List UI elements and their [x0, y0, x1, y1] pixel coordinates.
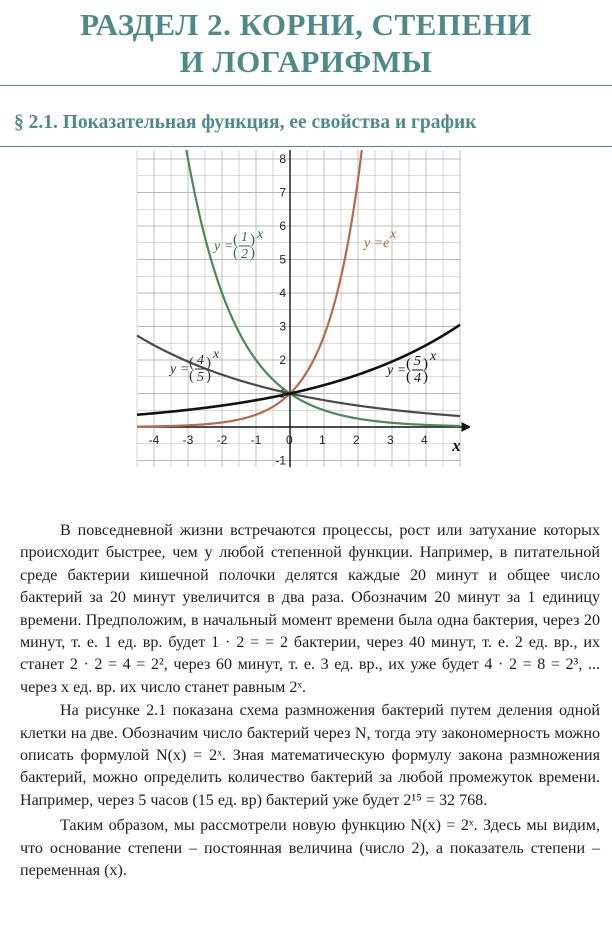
x-tick-label: -2 [216, 433, 228, 447]
title-divider [0, 85, 612, 86]
label-45-yeq: y = [170, 362, 190, 377]
x-tick-label: -4 [148, 433, 160, 447]
y-tick-label: 5 [279, 252, 286, 267]
x-tick-label: 3 [387, 433, 394, 447]
label-54-rparen2: ) [423, 369, 428, 385]
exponential-functions-graph [130, 150, 470, 512]
label-e-exp: x [390, 227, 397, 242]
x-tick-label: 0 [286, 433, 293, 447]
y-tick-label: 6 [279, 219, 286, 233]
label-five-fourths-power-x [385, 349, 437, 386]
label-54-yeq: y = [387, 363, 407, 378]
y-tick-label: -1 [275, 453, 286, 468]
tick-labels [149, 150, 428, 468]
label-half-yeq: y = [214, 239, 234, 254]
function-curves [137, 150, 460, 427]
label-half-num: 1 [241, 230, 248, 245]
section-heading: § 2.1. Показательная функция, ее свойства и график [14, 112, 477, 133]
x-tick-label: 1 [319, 433, 326, 447]
y-tick-label: 1 [279, 386, 286, 401]
label-e-base: e [383, 236, 390, 251]
label-45-rparen2: ) [206, 368, 211, 384]
label-half-lparen: ( [233, 232, 238, 248]
label-45-num: 4 [197, 353, 204, 368]
label-54-rparen: ) [423, 356, 428, 372]
y-tick-label: 7 [279, 185, 286, 200]
chapter-title [0, 6, 612, 80]
y-tick-label: 4 [279, 286, 286, 300]
label-54-exp: x [430, 349, 437, 364]
x-axis-label: x [452, 436, 461, 455]
axes [137, 150, 470, 467]
chapter-title-line1: РАЗДЕЛ 2. КОРНИ, СТЕПЕНИ [80, 7, 532, 42]
curve-e-x [137, 150, 367, 427]
x-tick-label: 2 [353, 433, 360, 447]
chapter-title-line2: И ЛОГАРИФМЫ [179, 44, 433, 79]
label-45-den: 5 [197, 370, 204, 385]
label-four-fifths-power-x [168, 347, 220, 385]
y-tick-label: 2 [279, 353, 286, 367]
label-54-lparen: ( [406, 356, 411, 372]
label-45-rparen: ) [206, 355, 211, 371]
x-tick-label: 4 [421, 433, 428, 447]
y-tick-label: 3 [279, 319, 286, 334]
label-45-lparen2: ( [189, 368, 194, 384]
paragraph-bacteria-growth: В повседневной жизни встречаются процессы, рост или затухание которых происходит быстрее, чем у любой степенной функции. Например, в питательной среде бактерии кишечной полочки делятся каждые 20 минут и общее число бактерий за 20 минут увеличится в два раза. Обозначим 20 минут за 1 единицу времени. Предположим, в начальный момент времени была одна бактерия, через 20 минут, т. е. 1 ед. вр. будет 1 · 2 = = 2 бактерии, через 40 минут, т. е. 2 ед. вр., их станет 2 · 2 = 4 = 2², через 60 минут, т. е. 3 ед. вр., их уже будет 4 · 2 = 8 = 2³, ... через x ед. вр. их число станет равным 2ˣ. [20, 522, 600, 696]
label-half-rparen2: ) [250, 245, 255, 261]
label-half-rparen: ) [250, 232, 255, 248]
label-54-den: 4 [414, 371, 421, 386]
label-45-lparen: ( [189, 355, 194, 371]
label-half-den: 2 [241, 247, 248, 262]
label-half-exp: x [257, 227, 264, 242]
label-54-lparen2: ( [406, 369, 411, 385]
grid-lines [137, 150, 460, 467]
label-45-exp: x [213, 347, 220, 362]
x-tick-label: -3 [182, 433, 194, 447]
label-e-yeq: y = [364, 236, 384, 251]
x-tick-label: -1 [250, 433, 262, 447]
paragraph-new-function: Таким образом, мы рассмотрели новую функцию N(x) = 2ˣ. Здесь мы видим, что основание степени – постоянная величина (число 2), а показатель степени – переменная (x). [20, 817, 600, 880]
label-54-num: 5 [414, 354, 421, 369]
label-half-lparen2: ( [233, 245, 238, 261]
section-divider [0, 146, 612, 147]
y-tick-label: 8 [279, 152, 286, 166]
paragraph-formula: На рисунке 2.1 показана схема размножения бактерий путем деления одной клетки на две. Обозначим число бактерий через N, тогда эту закономерность можно описать формулой N(x) = 2ˣ. Зная математическую формулу закона размножения бактерий, можно определить количество бактерий за любой промежуток времени. Например, через 5 часов (15 ед. вр) бактерий уже будет 2¹⁵ = 32 768. [20, 702, 600, 809]
body-text [20, 520, 600, 883]
